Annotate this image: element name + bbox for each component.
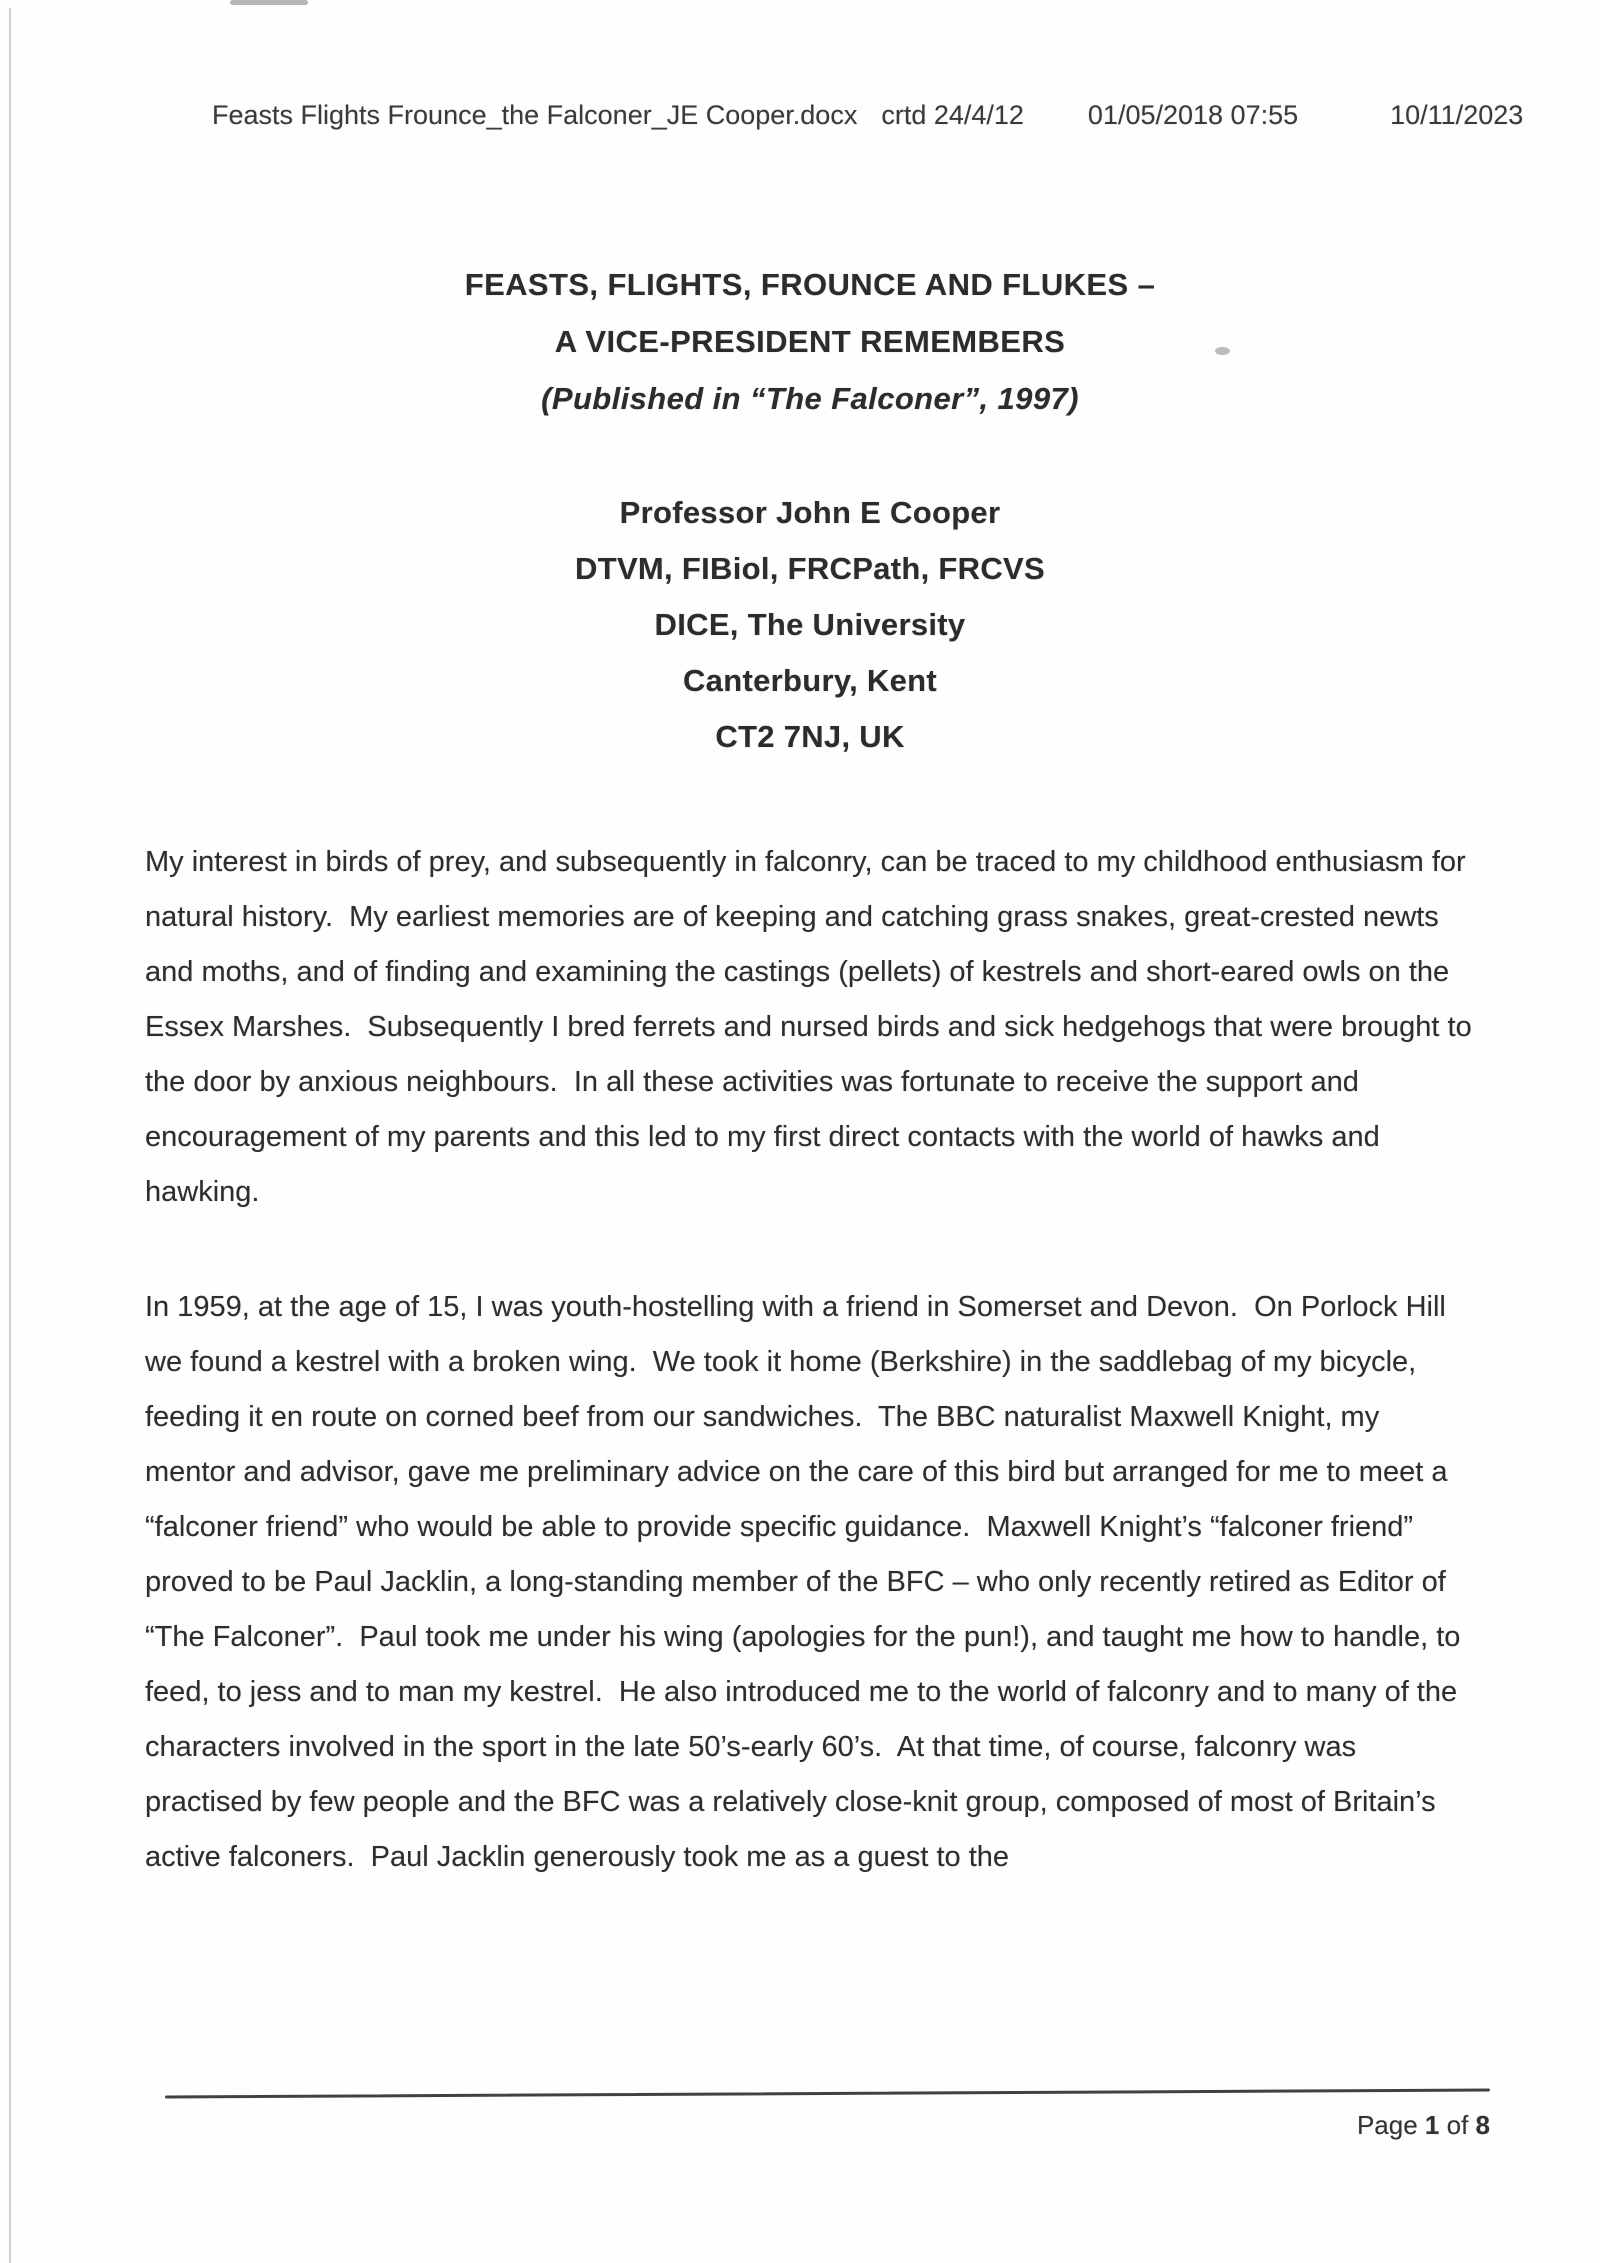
- document-title: [145, 256, 1475, 427]
- paragraph-1: My interest in birds of prey, and subsequently in falconry, can be traced to my childhood enthusiasm for natural history. My earliest memories are of keeping and catching grass snakes, great-crested newts and moths, and of finding and examining the castings (pellets) of kestrels and short-eared owls on the Essex Marshes. Subsequently I bred ferrets and nursed birds and sick hedgehogs that were brought to the door by anxious neighbours. In all these activities was fortunate to receive the support and encouragement of my parents and this led to my first direct contacts with the world of hawks and hawking.: [145, 846, 1480, 1208]
- of-word: of: [1446, 2110, 1469, 2140]
- header-date: 10/11/2023: [1390, 100, 1524, 130]
- page-number-value: 1: [1424, 2110, 1440, 2140]
- author-city: Canterbury, Kent: [683, 663, 937, 698]
- scan-speck-artifact: [1215, 347, 1230, 355]
- title-line-1: FEASTS, FLIGHTS, FROUNCE AND FLUKES –: [464, 267, 1156, 302]
- author-block: [145, 485, 1475, 765]
- document-footer: [165, 2092, 1490, 2141]
- author-name: Professor John E Cooper: [619, 495, 1001, 530]
- author-qualifications: DTVM, FIBiol, FRCPath, FRCVS: [575, 551, 1045, 586]
- scan-smudge-artifact: [230, 0, 308, 5]
- header-created-note: crtd 24/4/12: [881, 100, 1024, 130]
- header-filename: Feasts Flights Frounce_the Falconer_JE Cooper.docx: [212, 100, 858, 130]
- title-publication-note: (Published in “The Falconer”, 1997): [541, 381, 1079, 416]
- footer-divider: [165, 2089, 1490, 2099]
- page-number: [165, 2109, 1490, 2141]
- author-institution: DICE, The University: [654, 607, 966, 642]
- body-text: [145, 835, 1480, 1885]
- paragraph-2: In 1959, at the age of 15, I was youth-hostelling with a friend in Somerset and Devon. On Porlock Hill we found a kestrel with a broken wing. We took it home (Berkshire) in the saddlebag of my bicycle, feeding it en route on corned beef from our sandwiches. The BBC naturalist Maxwell Knight, my mentor and advisor, gave me preliminary advice on the care of this bird but arranged for me to meet a “falconer friend” who would be able to provide specific guidance. Maxwell Knight’s “falconer friend” proved to be Paul Jacklin, a long-standing member of the BFC – who only recently retired as Editor of “The Falconer”. Paul took me under his wing (apologies for the pun!), and taught me how to handle, to feed, to jess and to man my kestrel. He also introduced me to the world of falconry and to many of the characters involved in the sport in the late 50’s-early 60’s. At that time, of course, falconry was practised by few people and the BFC was a relatively close-knit group, composed of most of Britain’s active falconers. Paul Jacklin generously took me as a guest to the: [145, 1291, 1469, 1873]
- scan-edge-artifact: [9, 8, 11, 2263]
- header-datetime: 01/05/2018 07:55: [1087, 100, 1299, 130]
- total-pages-value: 8: [1475, 2110, 1490, 2140]
- page-word: Page: [1356, 2110, 1418, 2140]
- author-postcode: CT2 7NJ, UK: [715, 719, 905, 754]
- document-header: [212, 98, 1600, 132]
- title-line-2: A VICE-PRESIDENT REMEMBERS: [554, 324, 1066, 359]
- document-content: [145, 256, 1480, 1885]
